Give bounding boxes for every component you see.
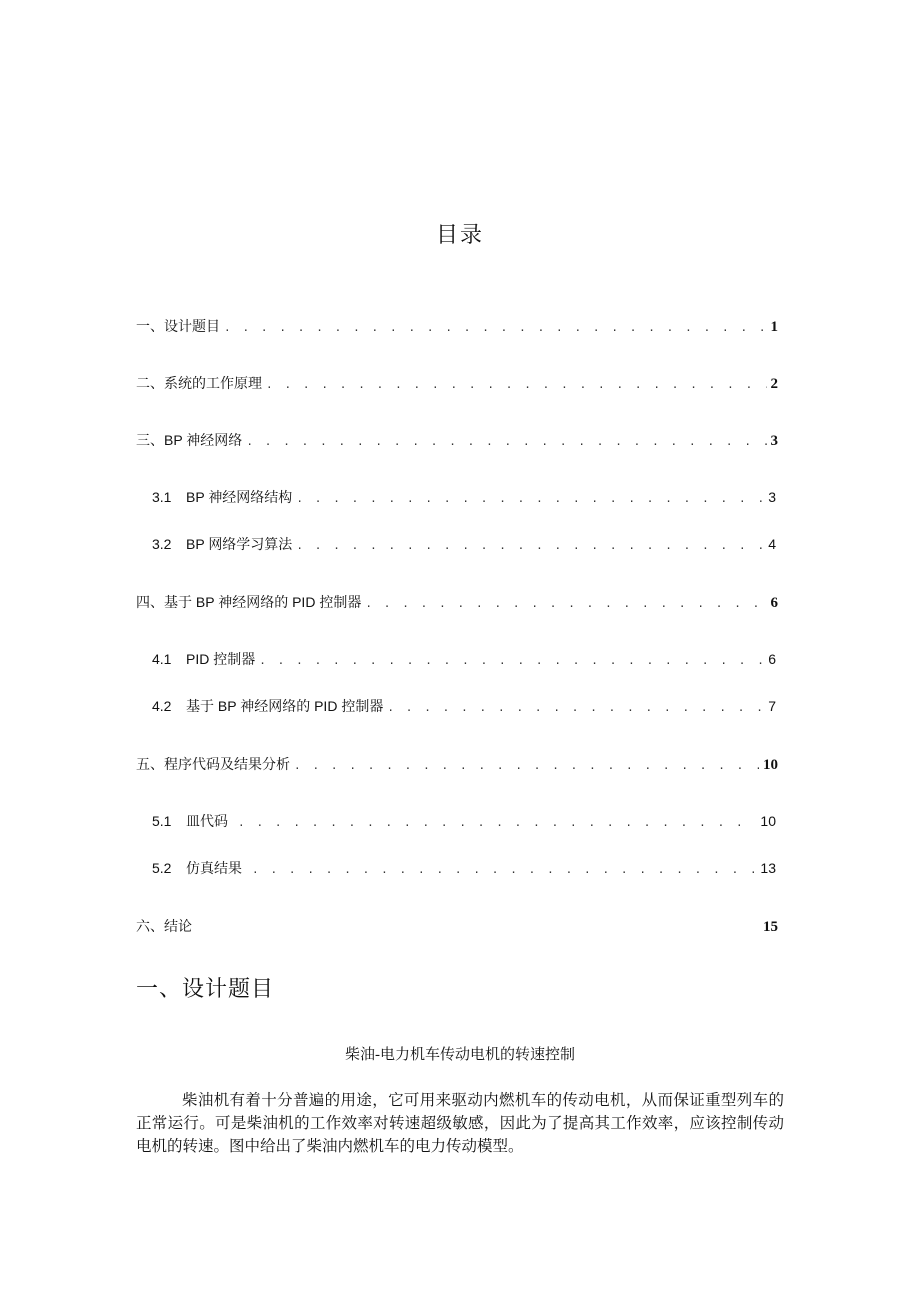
toc-entry-2[interactable] xyxy=(136,374,778,394)
toc-leader-dots xyxy=(224,319,767,337)
toc-entry-label: 四、基于 BP 神经网络的 PID 控制器 xyxy=(136,594,362,610)
toc-entry-label: 五、程序代码及结果分析 xyxy=(136,756,290,772)
toc-entry-5-1[interactable] xyxy=(152,812,776,832)
section-subtitle: 柴油-电力机车传动电机的转速控制 xyxy=(345,1047,575,1063)
toc-entry-4-2[interactable] xyxy=(152,697,776,717)
toc-entry-label xyxy=(152,535,292,553)
toc-leader-dots xyxy=(259,652,764,670)
toc-entry-page: 3 xyxy=(768,489,776,505)
toc-entry-number: 3.1 xyxy=(152,489,172,505)
toc-entry-number: 5.1 xyxy=(152,813,172,829)
toc-entry-4[interactable] xyxy=(136,593,778,613)
toc-leader-dots xyxy=(266,376,767,394)
toc-entry-4-1[interactable] xyxy=(152,650,776,670)
toc-entry-page: 4 xyxy=(768,536,776,552)
toc-entry-6[interactable] xyxy=(136,917,778,936)
toc-leader-dots xyxy=(296,537,764,555)
toc-entry-number: 5.2 xyxy=(152,860,172,876)
toc-entry-text: PID 控制器 xyxy=(186,651,256,667)
toc-leader-dots xyxy=(365,595,766,613)
section-heading: 一、设计题目 xyxy=(136,976,275,1001)
toc-entry-5[interactable] xyxy=(136,755,778,775)
toc-entry-5-2[interactable] xyxy=(152,859,776,879)
toc-entry-text: BP 神经网络结构 xyxy=(186,489,293,505)
toc-leader-dots xyxy=(296,490,764,508)
toc-entry-3-2[interactable] xyxy=(152,535,776,555)
toc-entry-page: 6 xyxy=(770,595,778,611)
toc-leader-dots xyxy=(294,757,759,775)
toc-entry-number: 3.2 xyxy=(152,536,172,552)
toc-title: 目录 xyxy=(435,222,484,247)
toc-entry-label xyxy=(152,488,292,506)
toc-leader-dots xyxy=(238,814,756,832)
toc-entry-page: 10 xyxy=(760,813,776,829)
toc-entry-label xyxy=(152,697,383,715)
toc-entry-page: 10 xyxy=(763,757,778,773)
body-paragraph: 柴油机有着十分普遍的用途，它可用来驱动内燃机车的传动电机，从而保证重型列车的正常运行。可是柴油机的工作效率对转速超级敏感，因此为了提高其工作效率，应该控制传动电机的转速。图中给出了柴油内燃机车的电力传动模型。 xyxy=(136,1092,784,1155)
toc-entry-3[interactable] xyxy=(136,431,778,451)
toc-entry-label xyxy=(152,859,242,877)
toc-entry-3-1[interactable] xyxy=(152,488,776,508)
toc-entry-label: 三、BP 神经网络 xyxy=(136,432,243,448)
toc-entry-page: 2 xyxy=(770,376,778,392)
toc-leader-dots xyxy=(252,861,756,879)
toc-entry-page: 7 xyxy=(768,698,776,714)
toc-entry-page: 15 xyxy=(763,919,778,935)
toc-entry-label xyxy=(152,650,255,668)
toc-leader-dots xyxy=(246,433,766,451)
toc-entry-page: 6 xyxy=(768,651,776,667)
toc-entry-number: 4.2 xyxy=(152,698,172,714)
toc-entry-text: BP 网络学习算法 xyxy=(186,536,293,552)
toc-entry-page: 13 xyxy=(760,860,776,876)
toc-entry-label: 一、设计题目 xyxy=(136,318,220,334)
toc-entry-page: 3 xyxy=(770,433,778,449)
toc-entry-1[interactable] xyxy=(136,317,778,337)
toc-entry-label: 六、结论 xyxy=(136,918,192,934)
toc-entry-label: 二、系统的工作原理 xyxy=(136,375,262,391)
toc-leader-dots xyxy=(387,699,764,717)
toc-entry-page: 1 xyxy=(770,319,778,335)
toc-entry-text: 皿代码 xyxy=(186,813,228,829)
toc-entry-number: 4.1 xyxy=(152,651,172,667)
toc-entry-label xyxy=(152,812,228,830)
toc-entry-text: 仿真结果 xyxy=(186,860,242,876)
toc-entry-text: 基于 BP 神经网络的 PID 控制器 xyxy=(186,698,384,714)
